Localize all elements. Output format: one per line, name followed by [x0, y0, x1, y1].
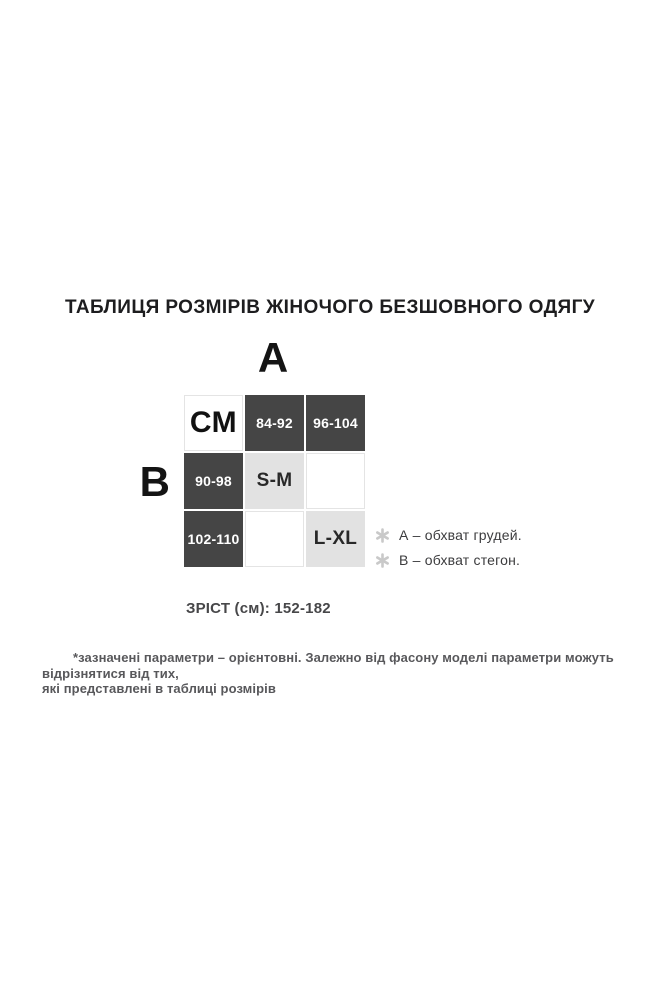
footnote-line-1: *зазначені параметри – орієнтовні. Залежно від фасону моделі параметри можуть відрізнятися від тих,: [42, 650, 614, 681]
asterisk-icon: [375, 528, 390, 543]
size-table: [184, 395, 365, 567]
chest-range-2-cell: 96-104: [306, 395, 365, 451]
asterisk-icon: [375, 553, 390, 568]
footnote: [42, 650, 624, 697]
hips-range-1-cell: 90-98: [184, 453, 243, 509]
legend-item-label: В – обхват стегон.: [399, 552, 521, 568]
chest-range-1-cell: 84-92: [245, 395, 304, 451]
legend-item-hips: [375, 552, 522, 568]
unit-cell: СМ: [184, 395, 243, 451]
axis-label-hips: В: [139, 458, 170, 505]
legend-item-label: А – обхват грудей.: [399, 527, 522, 543]
footnote-line-2: які представлені в таблиці розмірів: [42, 681, 276, 696]
height-range-note: ЗРІСТ (см): 152-182: [186, 600, 331, 617]
axis-label-chest: А: [257, 334, 289, 381]
hips-range-2-cell: 102-110: [184, 511, 243, 567]
legend-item-chest: [375, 527, 522, 543]
empty-cell: [245, 511, 304, 567]
empty-cell: [306, 453, 365, 509]
size-lxl-cell: L-XL: [306, 511, 365, 567]
size-sm-cell: S-M: [245, 453, 304, 509]
legend: [375, 527, 522, 577]
page-title: ТАБЛИЦЯ РОЗМІРІВ ЖІНОЧОГО БЕЗШОВНОГО ОДЯГУ: [65, 297, 595, 318]
